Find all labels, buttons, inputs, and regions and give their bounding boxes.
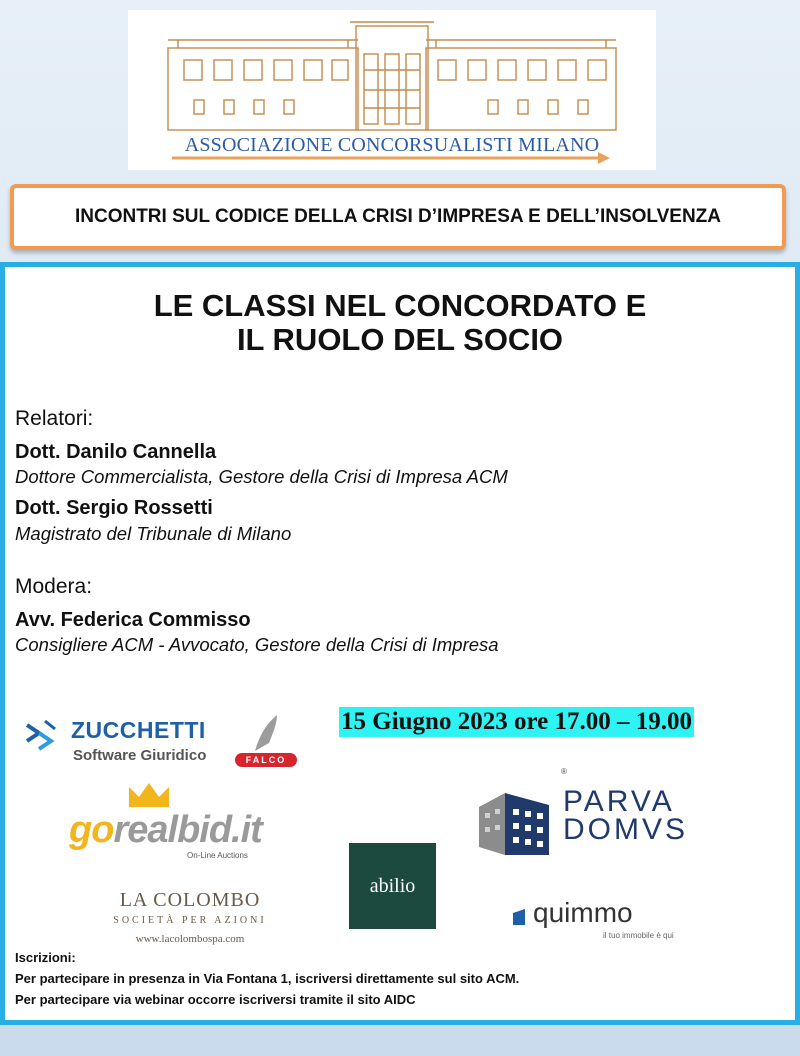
falco-name: FALCO bbox=[235, 753, 297, 767]
series-banner bbox=[10, 184, 786, 250]
abilio-name: abilio bbox=[369, 874, 416, 897]
quimmo-logo bbox=[511, 897, 691, 947]
falcon-icon bbox=[247, 713, 287, 755]
event-title-line-1: LE CLASSI NEL CONCORDATO E bbox=[153, 288, 647, 323]
registration-line-2: Per partecipare via webinar occorre iscriversi tramite il sito AIDC bbox=[15, 992, 416, 1007]
zucchetti-name: ZUCCHETTI bbox=[71, 717, 206, 743]
association-logo bbox=[128, 10, 656, 170]
event-title bbox=[5, 289, 795, 357]
registered-mark: ® bbox=[561, 767, 567, 776]
speaker-name: Dott. Sergio Rossetti bbox=[15, 497, 213, 519]
gorealbid-bid: bid.it bbox=[177, 809, 262, 851]
series-title: INCONTRI SUL CODICE DELLA CRISI D’IMPRESA E DELL’INSOLVENZA bbox=[74, 206, 722, 227]
quimmo-tagline: il tuo immobile è qui bbox=[603, 931, 674, 940]
lacolombo-logo bbox=[101, 889, 281, 953]
quimmo-mark-icon bbox=[511, 907, 531, 927]
parva-domvs-logo bbox=[475, 767, 705, 857]
moderator-name: Avv. Federica Commisso bbox=[15, 609, 251, 631]
falco-logo bbox=[233, 713, 303, 773]
zucchetti-mark-icon bbox=[23, 717, 63, 757]
zucchetti-logo bbox=[23, 715, 223, 775]
registration-heading: Iscrizioni: bbox=[15, 950, 76, 965]
association-name: ASSOCIAZIONE CONCORSUALISTI MILANO bbox=[184, 134, 600, 156]
gorealbid-real: real bbox=[113, 809, 178, 851]
speaker-name: Dott. Danilo Cannella bbox=[15, 441, 217, 463]
moderator-role: Consigliere ACM - Avvocato, Gestore della Crisi di Impresa bbox=[15, 634, 499, 655]
building-icon bbox=[475, 779, 555, 859]
gorealbid-sub: On-Line Auctions bbox=[187, 851, 248, 860]
event-title-line-2: IL RUOLO DEL SOCIO bbox=[236, 322, 564, 357]
gorealbid-wordmark bbox=[69, 809, 262, 852]
speaker-role: Magistrato del Tribunale di Milano bbox=[15, 523, 292, 544]
abilio-logo bbox=[349, 843, 436, 929]
event-panel bbox=[0, 262, 800, 1025]
quimmo-name: quimmo bbox=[533, 897, 633, 928]
zucchetti-sub: Software Giuridico bbox=[73, 747, 207, 764]
event-date: 15 Giugno 2023 ore 17.00 – 19.00 bbox=[341, 708, 692, 735]
parva-line-2: DOMVS bbox=[563, 813, 689, 846]
speakers-label: Relatori: bbox=[15, 407, 94, 430]
lacolombo-url: www.lacolombospa.com bbox=[135, 933, 245, 945]
moderator-label: Modera: bbox=[15, 575, 93, 598]
lacolombo-sub: SOCIETÀ PER AZIONI bbox=[113, 915, 267, 926]
speaker-role: Dottore Commercialista, Gestore della Crisi di Impresa ACM bbox=[15, 466, 508, 487]
gorealbid-go: go bbox=[69, 809, 114, 851]
gorealbid-logo bbox=[63, 781, 303, 865]
crown-icon bbox=[127, 781, 171, 809]
lacolombo-name: LA COLOMBO bbox=[119, 889, 261, 911]
parva-line-1: PARVA bbox=[563, 785, 675, 818]
registration-info bbox=[15, 947, 519, 1010]
registration-line-1: Per partecipare in presenza in Via Fontana 1, iscriversi direttamente sul sito ACM. bbox=[15, 971, 520, 986]
